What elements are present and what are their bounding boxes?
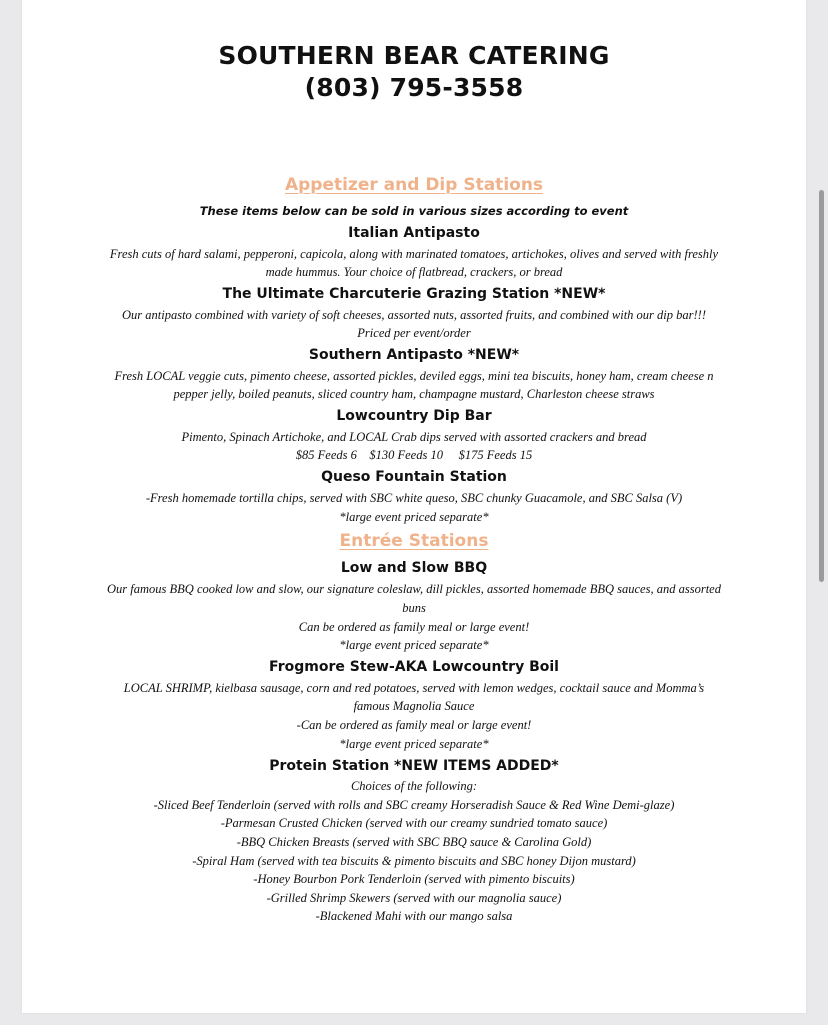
item-title: Lowcountry Dip Bar: [336, 408, 492, 424]
item-description-line: LOCAL SHRIMP, kielbasa sausage, corn and red potatoes, served with lemon wedges, cocktail sauce and Momma’s: [123, 681, 705, 695]
section-heading-appetizers: Appetizer and Dip Stations: [284, 175, 544, 195]
item-description-line: *large event priced separate*: [339, 510, 489, 524]
item-title: Protein Station *NEW ITEMS ADDED*: [269, 758, 559, 774]
item-description-line: -Parmesan Crusted Chicken (served with our creamy sundried tomato sauce): [220, 816, 608, 830]
item-title: Low and Slow BBQ: [340, 560, 488, 576]
item-description-line: -Can be ordered as family meal or large event!: [296, 718, 532, 732]
item-description-line: famous Magnolia Sauce: [353, 699, 475, 713]
item-description-line: Fresh LOCAL veggie cuts, pimento cheese, assorted pickles, deviled eggs, mini tea biscuits, honey ham, cream cheese n: [114, 369, 714, 383]
item-description-line: Fresh cuts of hard salami, pepperoni, capicola, along with marinated tomatoes, artichokes, olives and served with freshly: [109, 247, 719, 261]
company-phone: (803) 795-3558: [304, 73, 524, 102]
item-description-line: -Fresh homemade tortilla chips, served with SBC white queso, SBC chunky Guacamole, and SBC Salsa (V): [145, 491, 683, 505]
item-description-line: -Blackened Mahi with our mango salsa: [315, 909, 513, 923]
item-title: Frogmore Stew-AKA Lowcountry Boil: [269, 659, 559, 675]
item-description-line: buns: [402, 601, 426, 615]
item-title: Southern Antipasto *NEW*: [308, 347, 520, 363]
vertical-scrollbar[interactable]: [819, 190, 824, 582]
item-description-line: Can be ordered as family meal or large event!: [298, 620, 530, 634]
item-price-line: $85 Feeds 6 $130 Feeds 10 $175 Feeds 15: [295, 448, 533, 462]
item-description-line: Priced per event/order: [357, 326, 471, 340]
section-subtitle: These items below can be sold in various sizes according to event: [199, 204, 629, 218]
item-description-line: Choices of the following:: [350, 779, 478, 793]
menu-page: [22, 0, 806, 1013]
item-description-line: *large event priced separate*: [339, 638, 489, 652]
item-description-line: -BBQ Chicken Breasts (served with SBC BBQ sauce & Carolina Gold): [236, 835, 592, 849]
item-title: Italian Antipasto: [348, 225, 480, 241]
item-description-line: Our antipasto combined with variety of soft cheeses, assorted nuts, assorted fruits, and combined with our dip bar!!!: [122, 308, 706, 322]
item-description-line: -Spiral Ham (served with tea biscuits & pimento biscuits and SBC honey Dijon mustard): [192, 854, 636, 868]
section-heading-entrees: Entrée Stations: [339, 531, 489, 551]
item-description-line: -Honey Bourbon Pork Tenderloin (served with pimento biscuits): [253, 872, 575, 886]
company-name: SOUTHERN BEAR CATERING: [218, 41, 610, 70]
item-description-line: -Sliced Beef Tenderloin (served with rolls and SBC creamy Horseradish Sauce & Red Wine Demi-glaze): [153, 798, 675, 812]
item-title: Queso Fountain Station: [321, 469, 507, 485]
item-description-line: pepper jelly, boiled peanuts, sliced country ham, champagne mustard, Charleston cheese straws: [173, 387, 655, 401]
item-description-line: made hummus. Your choice of flatbread, crackers, or bread: [265, 265, 563, 279]
item-description-line: *large event priced separate*: [339, 737, 489, 751]
item-title: The Ultimate Charcuterie Grazing Station *NEW*: [222, 286, 606, 302]
item-description-line: -Grilled Shrimp Skewers (served with our magnolia sauce): [266, 891, 562, 905]
item-description-line: Pimento, Spinach Artichoke, and LOCAL Crab dips served with assorted crackers and bread: [181, 430, 647, 444]
item-description-line: Our famous BBQ cooked low and slow, our signature coleslaw, dill pickles, assorted homemade BBQ sauces, and assorted: [107, 582, 721, 596]
